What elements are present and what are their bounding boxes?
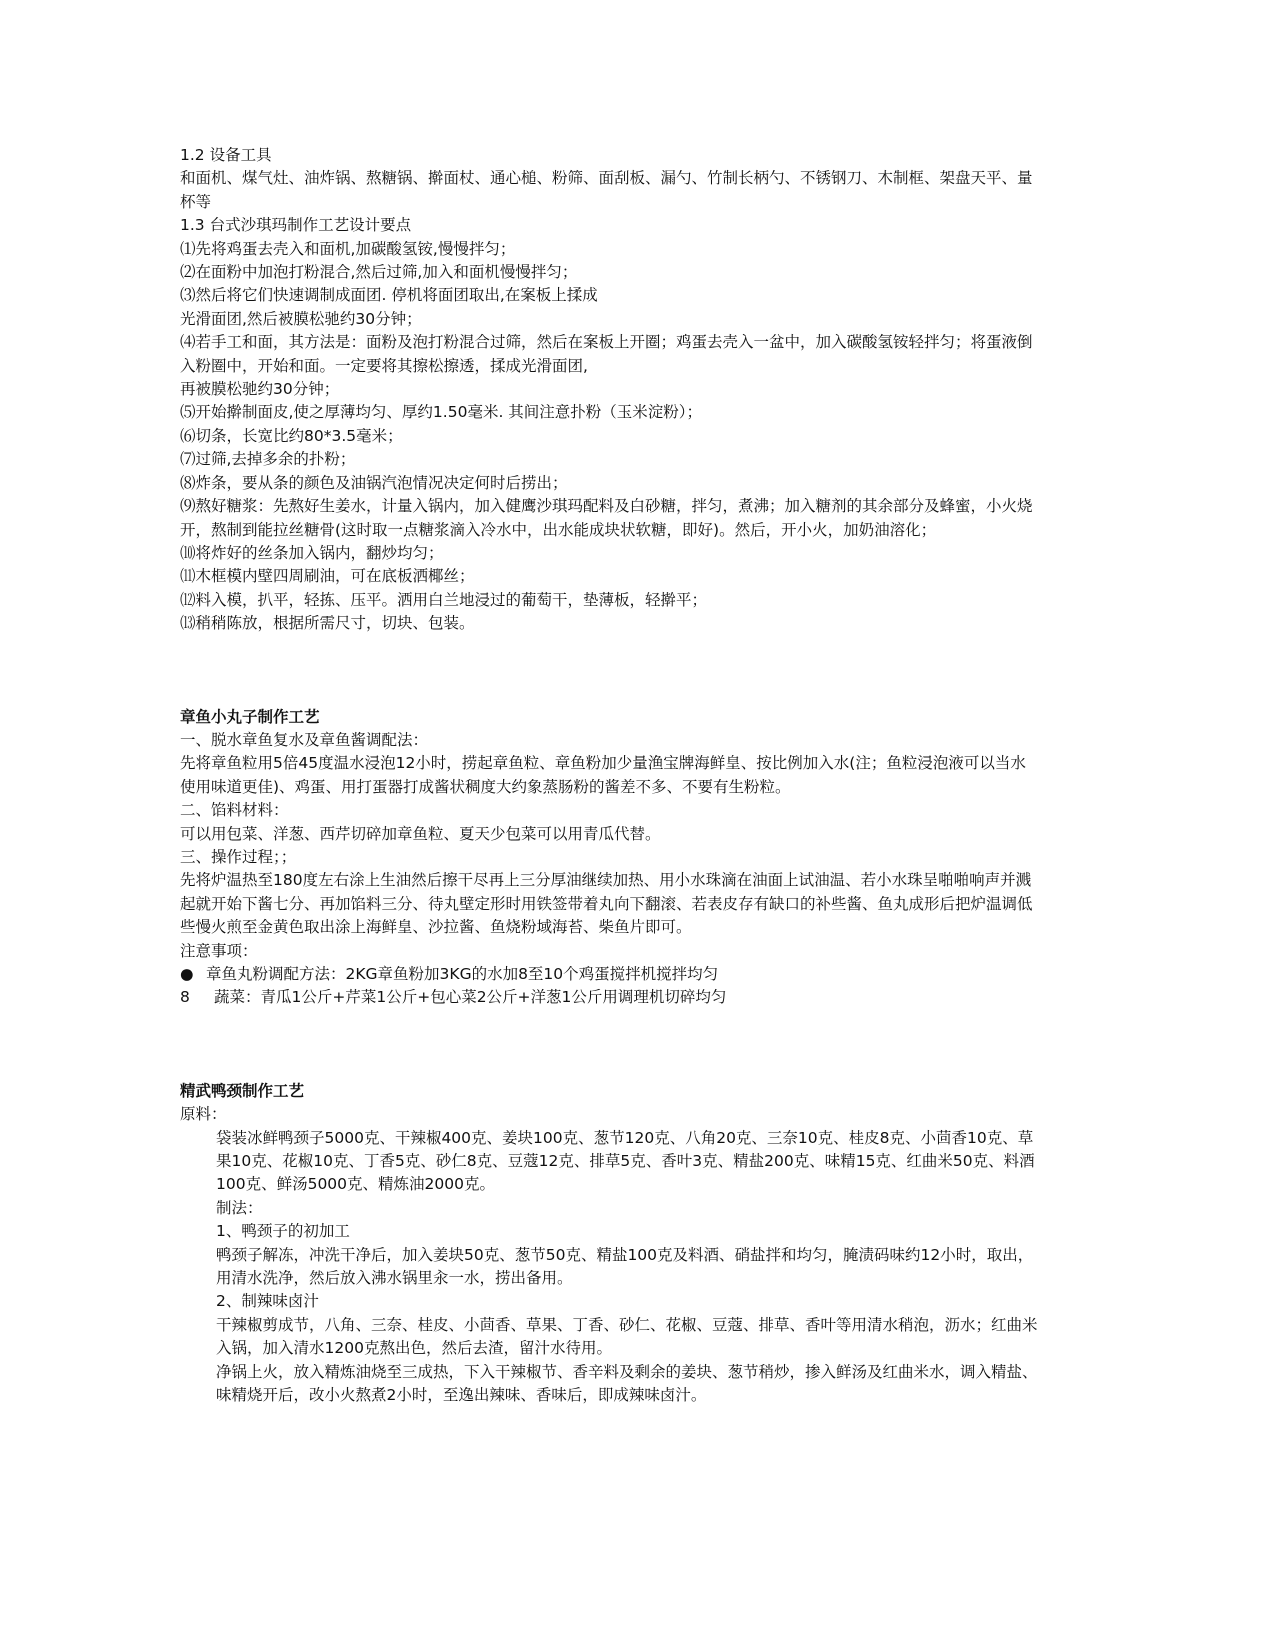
method-step-2-text-1: 干辣椒剪成节，八角、三奈、桂皮、小茴香、草果、丁香、砂仁、花椒、豆蔻、排草、香叶等用清水稍泡，沥水；红曲米入锅，加入清水1200克熬出色，然后去渣，留汁水待用。 [216, 1315, 1038, 1358]
heading-1-2: 1.2 设备工具 [180, 146, 272, 164]
takoyaki-para-2: 可以用包菜、洋葱、西芹切碎加章鱼粒、夏天少包菜可以用青瓜代替。 [180, 824, 661, 843]
step-13: ⒀稍稍陈放，根据所需尺寸，切块、包装。 [180, 614, 475, 633]
document-page [180, 144, 1040, 1408]
method-step-2-title: 2、制辣味卤汁 [216, 1292, 319, 1311]
step-4: ⑷若手工和面，其方法是：面粉及泡打粉混合过筛，然后在案板上开圈；鸡蛋去壳入一盆中，加入碳酸氢铵轻拌匀；将蛋液倒入粉圈中，开始和面。一定要将其擦松擦透，揉成光滑面团, [180, 333, 1033, 375]
notes-label: 注意事项： [180, 941, 258, 960]
step-5: ⑸开始擀制面皮,使之厚薄均匀、厚约1.50毫米. 其间注意扑粉（玉米淀粉）； [180, 403, 703, 422]
step-12: ⑿料入模，扒平，轻拣、压平。洒用白兰地浸过的葡萄干，垫薄板，轻擀平； [180, 590, 708, 609]
takoyaki-heading-3: 三、操作过程；； [180, 847, 297, 866]
note-text-1: 章鱼丸粉调配方法：2KG章鱼粉加3KG的水加8至10个鸡蛋搅拌机搅拌均匀 [206, 965, 719, 983]
section-takoyaki [180, 706, 1040, 1010]
takoyaki-heading-1: 一、脱水章鱼复水及章鱼酱调配法： [180, 730, 429, 749]
method-step-1-text: 鸭颈子解冻，冲洗干净后，加入姜块50克、葱节50克、精盐100克及料酒、硝盐拌和均匀，腌渍码味约12小时，取出，用清水洗净，然后放入沸水锅里汆一水，捞出备用。 [216, 1245, 1034, 1288]
section-spacer [180, 1010, 1040, 1080]
section-spacer [180, 636, 1040, 706]
takoyaki-heading-2: 二、馅料材料： [180, 801, 289, 820]
step-3-cont: 光滑面团,然后被膜松驰约30分钟； [180, 309, 422, 328]
step-3: ⑶然后将它们快速调制成面团. 停机将面团取出,在案板上揉成 [180, 286, 598, 305]
tools-text: 和面机、煤气灶、油炸锅、熬糖锅、擀面杖、通心槌、粉筛、面刮板、漏勺、竹制长柄勺、不锈钢刀、木制框、架盘天平、量杯等 [180, 169, 1033, 211]
raw-text: 袋装冰鲜鸭颈子5000克、干辣椒400克、姜块100克、葱节120克、八角20克、三奈10克、桂皮8克、小茴香10克、草果10克、花椒10克、丁香5克、砂仁8克、豆蔻12克、排草5克、香叶3克、精盐200克、味精15克、红曲米50克、料酒100克、鲜汤5000克、精炼油2000克。 [216, 1128, 1035, 1194]
section-duck-neck [180, 1080, 1040, 1408]
note-item-1 [180, 963, 1040, 986]
note-text-2: 蔬菜：青瓜1公斤+芹菜1公斤+包心菜2公斤+洋葱1公斤用调理机切碎均匀 [214, 988, 727, 1007]
takoyaki-para-3: 先将炉温热至180度左右涂上生油然后擦干尽再上三分厚油继续加热、用小水珠滴在油面上试油温、若小水珠呈啪啪响声并溅起就开始下酱七分、再加馅料三分、待丸壁定形时用铁签带着丸向下翻滚、若表皮存有缺口的补些酱、鱼丸成形后把炉温调低些慢火煎至金黄色取出涂上海鲜皇、沙拉酱、鱼烧粉域海苔、柴鱼片即可。 [180, 871, 1033, 937]
note-item-2 [180, 986, 1040, 1009]
step-9: ⑼熬好糖浆：先熬好生姜水，计量入锅内，加入健鹰沙琪玛配料及白砂糖，拌匀，煮沸；加入糖剂的其余部分及蜂蜜，小火烧开，熬制到能拉丝糖骨(这时取一点糖浆滴入冷水中，出水能成块状软糖，即好)。然后，开小火，加奶油溶化； [180, 497, 1033, 539]
section-shaqima [180, 144, 1040, 636]
method-step-1-title: 1、鸭颈子的初加工 [216, 1222, 350, 1241]
step-4-cont: 再被膜松驰约30分钟； [180, 380, 340, 399]
takoyaki-para-1: 先将章鱼粒用5倍45度温水浸泡12小时，捞起章鱼粒、章鱼粉加少量渔宝牌海鲜皇、按比例加入水(注；鱼粒浸泡液可以当水使用味道更佳)、鸡蛋、用打蛋器打成酱状稠度大约象蒸肠粉的酱差不多、不要有生粉粒。 [180, 754, 1026, 796]
duck-title: 精武鸭颈制作工艺 [180, 1081, 305, 1100]
step-2: ⑵在面粉中加泡打粉混合,然后过筛,加入和面机慢慢拌匀； [180, 263, 578, 282]
method-label: 制法： [216, 1198, 263, 1217]
note-number: 8 [180, 988, 190, 1007]
method-step-2-text-2: 净锅上火，放入精炼油烧至三成热，下入干辣椒节、香辛料及剩余的姜块、葱节稍炒，掺入鲜汤及红曲米水，调入精盐、味精烧开后，改小火熬煮2小时，至逸出辣味、香味后，即成辣味卤汁。 [216, 1362, 1038, 1405]
step-11: ⑾木框模内壁四周刷油，可在底板洒椰丝； [180, 567, 475, 586]
heading-1-3: 1.3 台式沙琪玛制作工艺设计要点 [180, 216, 412, 235]
step-6: ⑹切条，长宽比约80*3.5毫米； [180, 426, 403, 445]
raw-label: 原料： [180, 1105, 227, 1124]
step-10: ⑽将炸好的丝条加入锅内，翻炒均匀； [180, 543, 444, 562]
step-8: ⑻炸条，要从条的颜色及油锅汽泡情况决定何时后捞出； [180, 473, 568, 492]
takoyaki-title: 章鱼小丸子制作工艺 [180, 707, 320, 726]
step-7: ⑺过筛,去掉多余的扑粉； [180, 450, 356, 469]
bullet-icon: ● [180, 965, 194, 983]
step-1: ⑴先将鸡蛋去壳入和面机,加碳酸氢铵,慢慢拌匀； [180, 239, 516, 258]
